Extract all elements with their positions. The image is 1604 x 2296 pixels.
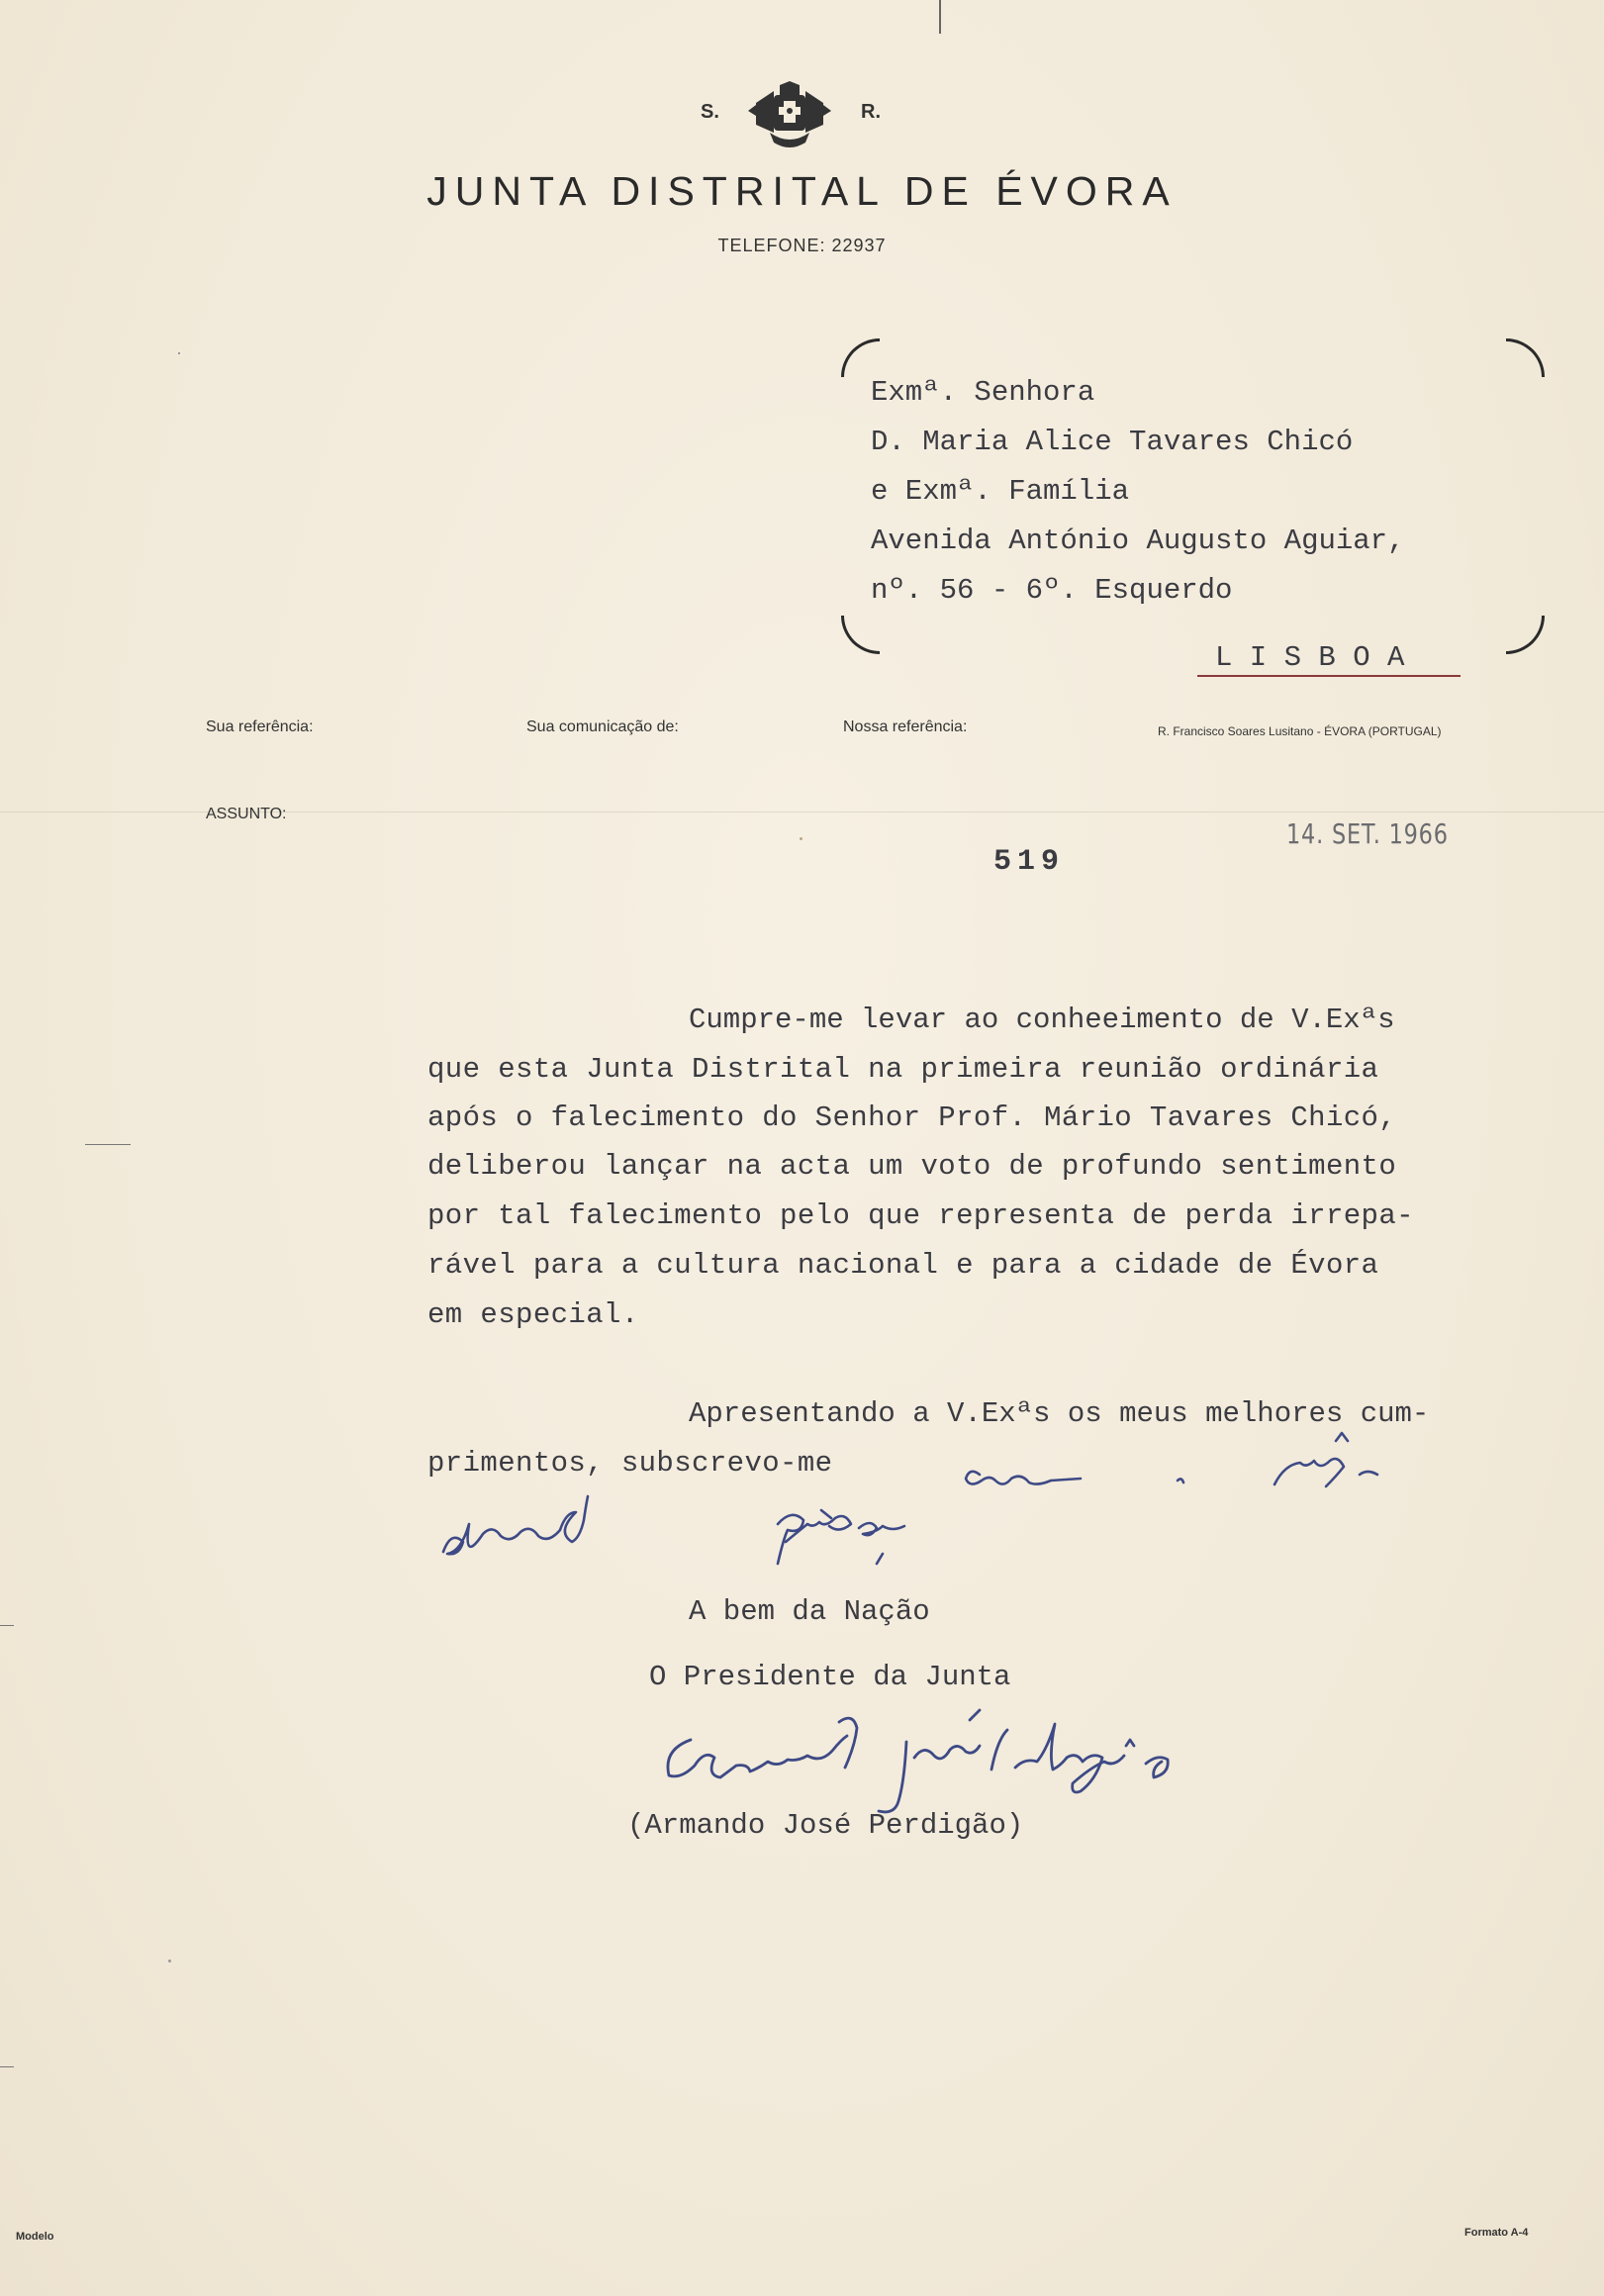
closing-motto: A bem da Nação bbox=[689, 1595, 930, 1628]
body-line-7: em especial. bbox=[427, 1298, 639, 1331]
body-line-5: por tal falecimento pelo que representa de perda irrepa- bbox=[427, 1199, 1414, 1232]
address-bracket-top-right bbox=[1506, 338, 1545, 377]
address-bracket-bottom-left bbox=[841, 616, 880, 654]
letterhead-title: JUNTA DISTRITAL DE ÉVORA bbox=[426, 168, 1178, 214]
body-line-8: Apresentando a V.Exªs os meus melhores cum- bbox=[689, 1397, 1430, 1430]
document-number: 519 bbox=[993, 845, 1066, 879]
coat-of-arms-icon bbox=[744, 81, 835, 150]
paper-speck bbox=[168, 1960, 171, 1962]
label-sua-referencia: Sua referência: bbox=[206, 718, 314, 735]
margin-mark-2 bbox=[0, 1625, 14, 1626]
letterhead-telephone: TELEFONE: 22937 bbox=[717, 236, 887, 255]
address-line-1: Exmª. Senhora bbox=[871, 376, 1095, 409]
printed-name: (Armando José Perdigão) bbox=[627, 1809, 1024, 1842]
letterhead-s-mark: S. bbox=[701, 101, 719, 123]
margin-mark-3 bbox=[0, 2066, 14, 2067]
footer-format: Formato A-4 bbox=[1464, 2227, 1529, 2239]
label-nossa-referencia: Nossa referência: bbox=[843, 718, 968, 735]
paper-speck bbox=[178, 352, 180, 354]
address-bracket-top-left bbox=[841, 338, 880, 377]
body-line-6: rável para a cultura nacional e para a cidade de Évora bbox=[427, 1249, 1379, 1282]
letterhead-r-mark: R. bbox=[861, 101, 881, 123]
sender-address: R. Francisco Soares Lusitano - ÉVORA (PORTUGAL) bbox=[1158, 724, 1442, 738]
handwritten-closing bbox=[425, 1433, 1415, 1611]
fold-mark bbox=[939, 0, 941, 34]
address-bracket-bottom-right bbox=[1506, 616, 1545, 654]
received-date-stamp: 14. SET. 1966 bbox=[1286, 817, 1449, 850]
margin-mark-1 bbox=[85, 1144, 131, 1145]
address-line-2: D. Maria Alice Tavares Chicó bbox=[871, 426, 1354, 458]
body-line-9: primentos, subscrevo-me bbox=[427, 1447, 833, 1480]
address-line-3: e Exmª. Família bbox=[871, 475, 1130, 508]
address-line-5: nº. 56 - 6º. Esquerdo bbox=[871, 574, 1233, 607]
label-sua-comunicacao: Sua comunicação de: bbox=[526, 718, 679, 735]
paper-speck bbox=[800, 837, 802, 840]
label-assunto: ASSUNTO: bbox=[206, 806, 287, 822]
president-signature bbox=[661, 1698, 1294, 1817]
body-line-3: após o falecimento do Senhor Prof. Mário Tavares Chicó, bbox=[427, 1101, 1397, 1134]
body-line-1: Cumpre-me levar ao conheeimento de V.Exªs bbox=[689, 1004, 1395, 1036]
body-line-4: deliberou lançar na acta um voto de profundo sentimento bbox=[427, 1150, 1397, 1183]
body-line-2: que esta Junta Distrital na primeira reunião ordinária bbox=[427, 1053, 1379, 1086]
closing-position: O Presidente da Junta bbox=[649, 1661, 1011, 1693]
address-city-underline bbox=[1197, 675, 1461, 677]
footer-model: Modelo bbox=[16, 2231, 54, 2243]
address-city: L I S B O A bbox=[1215, 641, 1405, 674]
address-line-4: Avenida António Augusto Aguiar, bbox=[871, 525, 1405, 557]
